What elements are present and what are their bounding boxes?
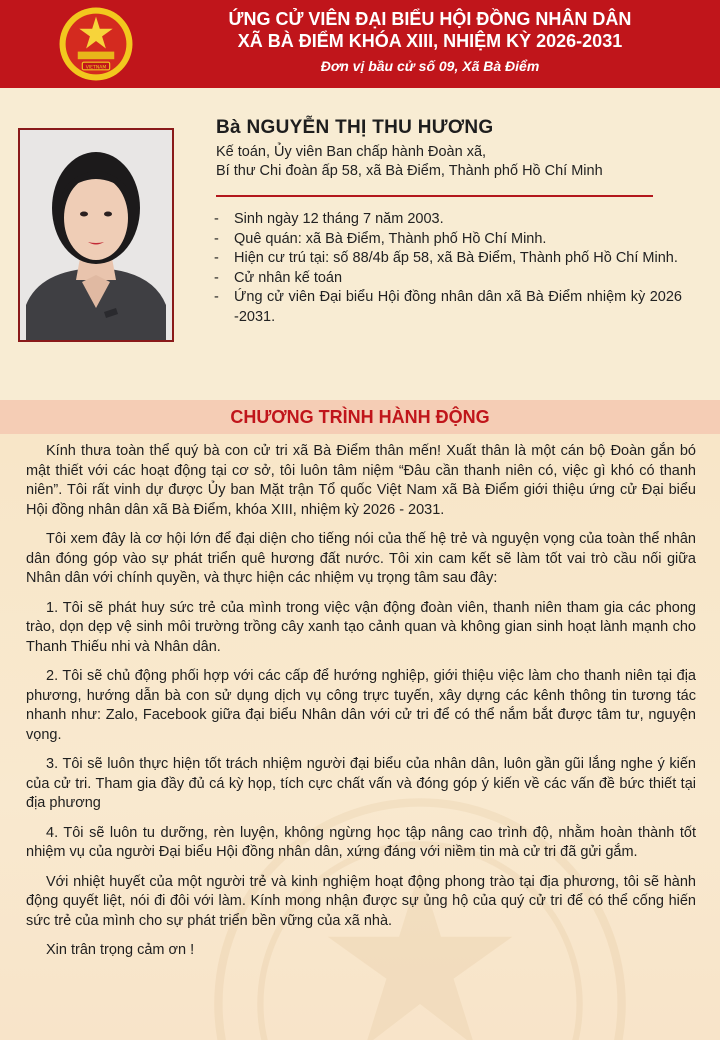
program-paragraph: Kính thưa toàn thể quý bà con cử tri xã Bà Điểm thân mến! Xuất thân là một cán bộ Đoàn gắn bó mật thiết với các hoạt động tại cơ sở, tôi luôn tâm niệm “Đâu cần thanh niên có, việc gì khó có thanh niên”. Tôi rất vinh dự được Ủy ban Mặt trận Tổ quốc Việt Nam xã Bà Điểm giới thiệu ứng cử Đại biểu Hội đồng nhân dân xã Bà Điểm, khóa XIII, nhiệm kỳ 2026 - 2031. (26, 443, 696, 518)
candidate-position-line1: Kế toán, Ủy viên Ban chấp hành Đoàn xã, (216, 144, 487, 160)
program-paragraph: Tôi xem đây là cơ hội lớn để đại diện cho tiếng nói của thế hệ trẻ và nguyện vọng của toàn thể nhân dân đóng góp vào sự phát triển quê hương đất nước. Tôi xin cam kết sẽ làm tốt vai trò cầu nối giữa Nhân dân với chính quyền, và thực hiện các nhiệm vụ trọng tâm sau đây: (26, 531, 696, 586)
portrait-icon (20, 130, 172, 340)
candidate-photo (18, 128, 174, 342)
header-title-line2: XÃ BÀ ĐIỂM KHÓA XIII, NHIỆM KỲ 2026-2031 (237, 31, 623, 51)
bio-item: - Hiện cư trú tại: số 88/4b ấp 58, xã Bà Điểm, Thành phố Hồ Chí Minh. (214, 249, 682, 269)
program-paragraph: 2. Tôi sẽ chủ động phối hợp với các cấp để hướng nghiệp, giới thiệu việc làm cho thanh niên tại địa phương, hướng dẫn bà con sử dụng dịch vụ công trực tuyến, xây dựng các kênh thông tin tương tác nhanh như: Zalo, Facebook giữa đại biểu Nhân dân với cử tri để có thể nắm bắt được tâm tư, nguyện vọng. (26, 668, 696, 743)
candidate-name: Bà NGUYỄN THỊ THU HƯƠNG (216, 117, 494, 138)
program-paragraph: 3. Tôi sẽ luôn thực hiện tốt trách nhiệm người đại biểu của nhân dân, luôn gần gũi lắng nghe ý kiến của cử tri. Tham gia đầy đủ cá kỳ họp, tích cực chất vấn và đóng góp ý kiến về các vấn đề bức thiết tại địa phương (26, 756, 696, 811)
program-text (26, 442, 696, 971)
program-paragraph: 4. Tôi sẽ luôn tu dưỡng, rèn luyện, không ngừng học tập nâng cao trình độ, nhằm hoàn thành tốt nhiệm vụ của người Đại biểu Hội đồng nhân dân, xứng đáng với niềm tin mà cử tri đã gửi gắm. (26, 824, 696, 860)
bio-item: - Quê quán: xã Bà Điểm, Thành phố Hồ Chí Minh. (214, 230, 682, 250)
program-paragraph: 1. Tôi sẽ phát huy sức trẻ của mình trong việc vận động đoàn viên, thanh niên tham gia các phong trào, dọn dẹp vệ sinh môi trường trồng cây xanh tạo cảnh quan và không gian sinh hoạt lành mạnh cho Thanh Thiếu nhi và Nhân dân. (26, 599, 696, 655)
program-paragraph: Với nhiệt huyết của một người trẻ và kinh nghiệm hoạt động phong trào tại địa phương, tôi sẽ hành động quyết liệt, nói đi đôi với làm. Kính mong nhận được sự ủng hộ của quý cử tri để có thể cống hiến sức trẻ của mình cho sự phát triển bền vững của xã nhà. (26, 873, 696, 929)
emblem-label: VIETNAM (85, 65, 107, 71)
header-banner (0, 0, 720, 88)
header-title-line1: ỨNG CỬ VIÊN ĐẠI BIỂU HỘI ĐỒNG NHÂN DÂN (228, 9, 632, 29)
header-subtitle: Đơn vị bầu cử số 09, Xã Bà Điểm (320, 58, 540, 74)
bio-item: - Cử nhân kế toán (214, 269, 682, 289)
national-emblem-icon (58, 6, 134, 82)
bio-list (214, 210, 682, 327)
program-paragraph: Xin trân trọng cảm ơn ! (46, 942, 195, 958)
program-title: CHƯƠNG TRÌNH HÀNH ĐỘNG (230, 407, 490, 427)
bio-item: - Sinh ngày 12 tháng 7 năm 2003. (214, 210, 682, 230)
candidate-position-line2: Bí thư Chi đoàn ấp 58, xã Bà Điểm, Thành phố Hồ Chí Minh (216, 163, 603, 179)
bio-item: - Ứng cử viên Đại biểu Hội đồng nhân dân xã Bà Điểm nhiệm kỳ 2026 -2031. (214, 288, 682, 327)
divider (216, 195, 653, 197)
